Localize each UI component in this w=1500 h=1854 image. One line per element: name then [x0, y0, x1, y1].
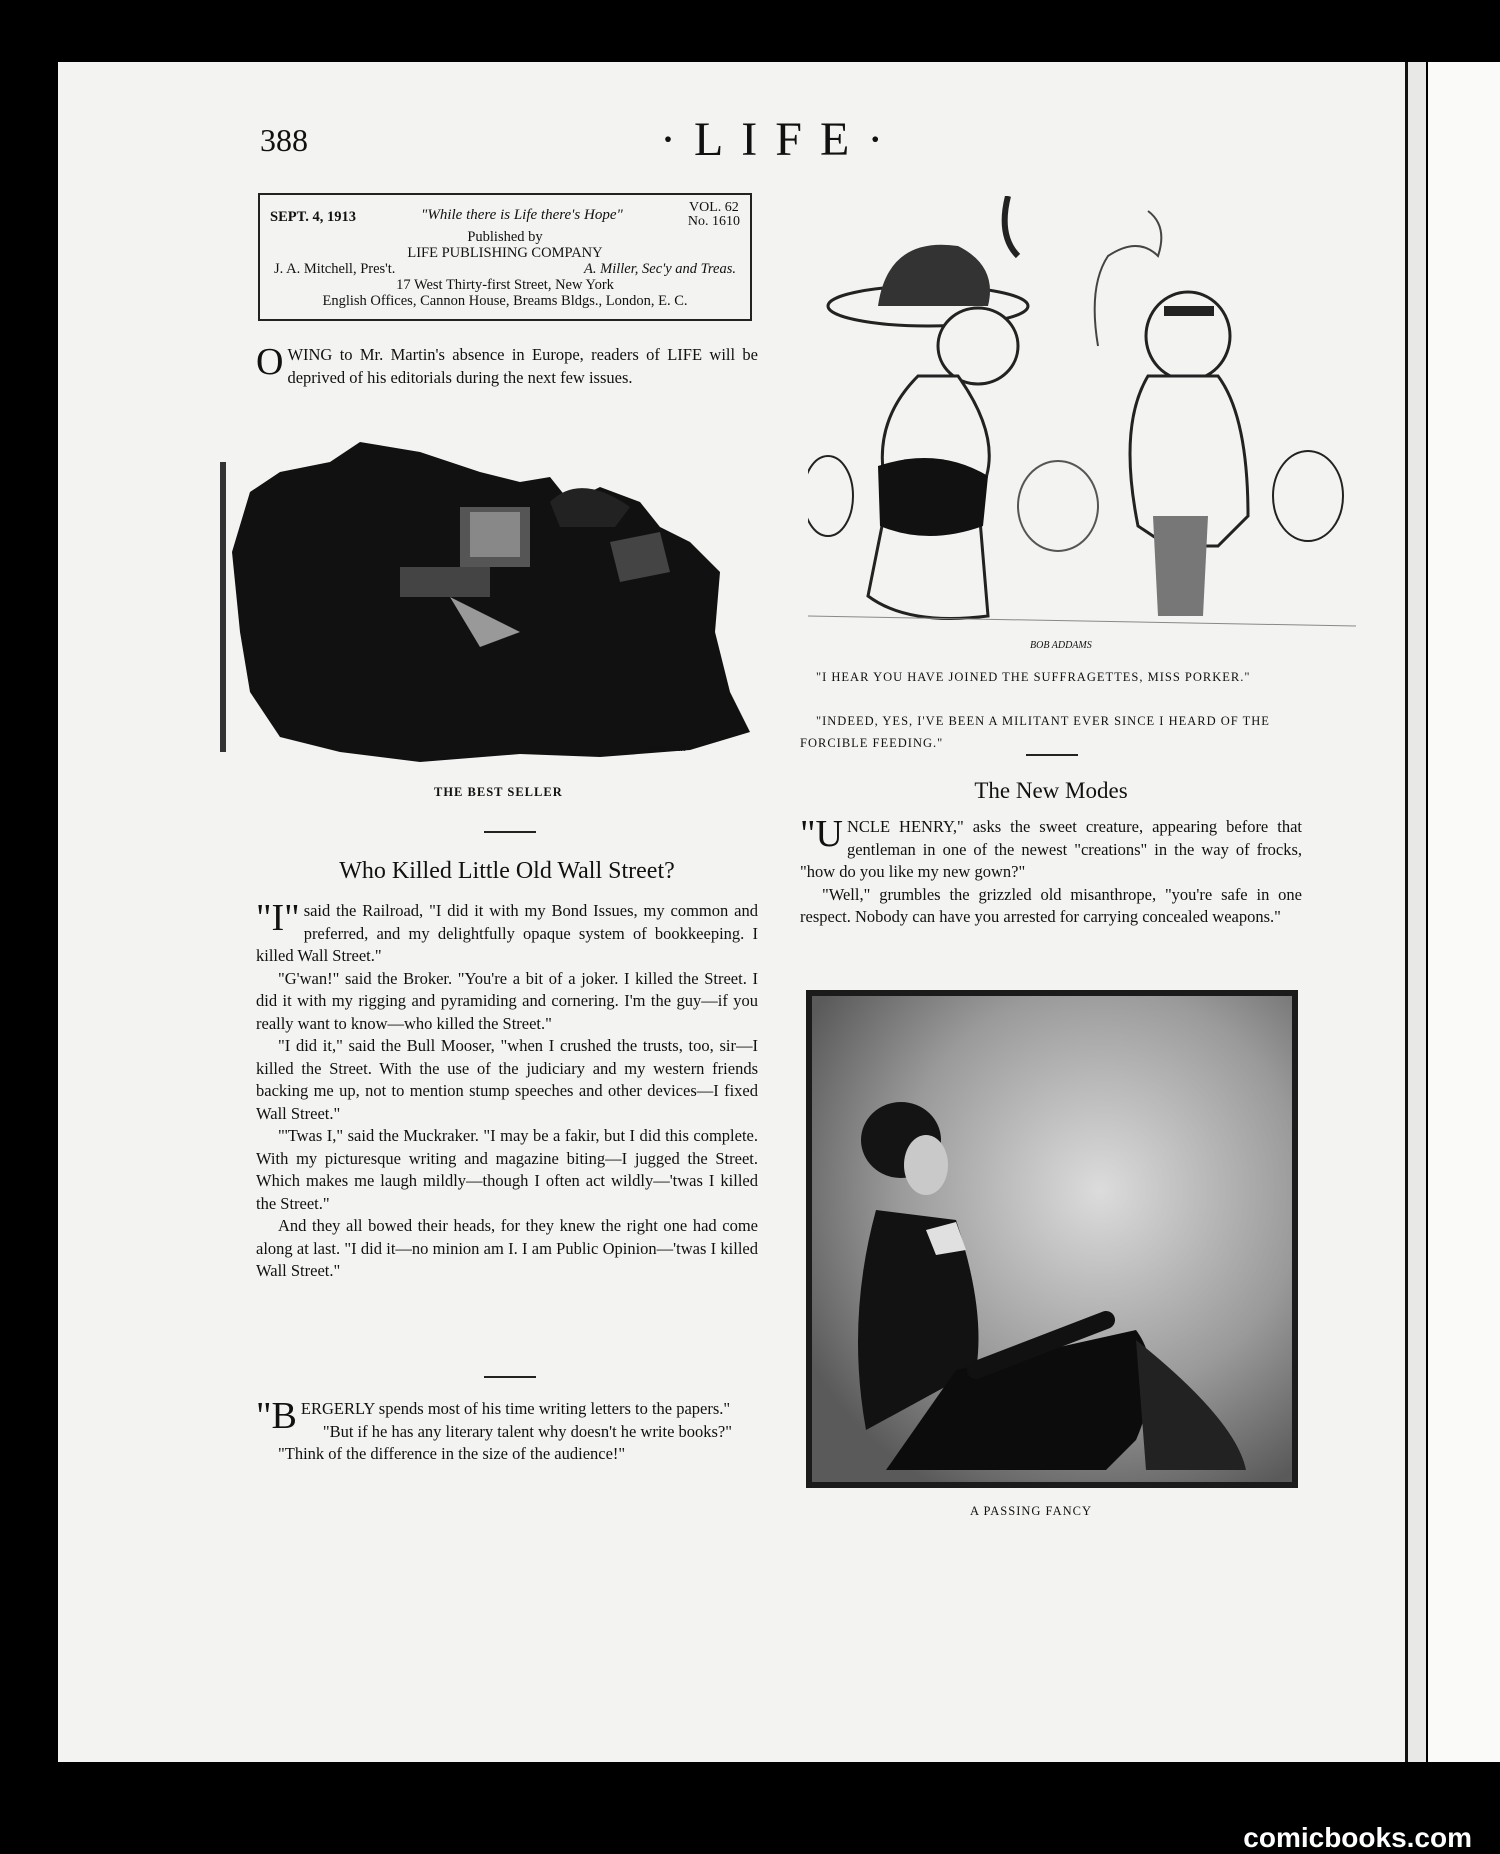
page-gutter — [1405, 62, 1426, 1762]
notice-dropcap: O — [256, 341, 284, 383]
divider — [1026, 754, 1078, 756]
masthead: ·LIFE· — [660, 113, 902, 166]
notice-text: WING to Mr. Martin's absence in Europe, readers of LIFE will be deprived of his editorials during the next few issues. — [287, 345, 758, 387]
photo-caption: A PASSING FANCY — [970, 1504, 1092, 1518]
new-modes-dropcap: "U — [800, 813, 843, 855]
bergerly-p2: "But if he has any literary talent why doesn't he write books?" — [322, 1421, 732, 1441]
wall-street-p1: said the Railroad, "I did it with my Bond Issues, my common and preferred, and my delightfully opaque system of bookkeeping. I killed Wall Street." — [256, 901, 758, 965]
bergerly-dropcap: "B — [256, 1395, 297, 1437]
cartoon-caption-2: "INDEED, YES, I'VE BEEN A MILITANT EVER SINCE I HEARD OF THE FORCIBLE FEEDING." — [800, 714, 1270, 750]
wall-street-p4: "'Twas I," said the Muckraker. "I may be a fakir, but I did this complete. With my picturesque writing and magazine biting—I jugged the Street. Which makes me laugh mildly—though I often act wildly—'twas I killed the Street." — [256, 1126, 758, 1213]
divider — [484, 1376, 536, 1378]
new-modes-article — [800, 813, 1302, 929]
english-offices: English Offices, Cannon House, Breams Bldgs., London, E. C. — [322, 293, 688, 309]
best-seller-caption: THE BEST SELLER — [434, 785, 563, 799]
cartoon-signature: BOB ADDAMS — [1030, 640, 1092, 651]
new-modes-title: The New Modes — [974, 778, 1128, 803]
suffragette-cartoon — [808, 196, 1356, 656]
issue-date: SEPT. 4, 1913 — [270, 209, 356, 225]
president: J. A. Mitchell, Pres't. — [274, 261, 396, 277]
best-seller-illustration — [220, 432, 750, 772]
passing-fancy-photo — [806, 990, 1298, 1488]
new-modes-p2: "Well," grumbles the grizzled old misanthrope, "you're safe in one respect. Nobody can have you arrested for carrying concealed weapons." — [800, 884, 1302, 926]
wall-street-p2: "G'wan!" said the Broker. "You're a bit of a joker. I killed the Street. I did it with my rigging and pyramiding and cornering. I'm the guy—if you really want to know—who killed the Street." — [256, 968, 758, 1033]
bergerly-p1: ERGERLY spends most of his time writing letters to the papers." — [300, 1399, 731, 1418]
cartoon-caption-1: "I HEAR YOU HAVE JOINED THE SUFFRAGETTES, MISS PORKER." — [816, 670, 1251, 684]
volume: VOL. 62 — [689, 200, 739, 215]
address: 17 West Thirty-first Street, New York — [396, 277, 614, 293]
motto: "While there is Life there's Hope" — [421, 207, 623, 223]
editorial-notice — [256, 341, 758, 389]
watermark: comicbooks.com — [1243, 1822, 1472, 1853]
published-by: Published by — [467, 229, 543, 245]
secretary: A. Miller, Sec'y and Treas. — [584, 261, 736, 277]
wall-street-dropcap: "I" — [256, 897, 300, 939]
page-number: 388 — [260, 122, 308, 158]
next-page-edge — [1428, 62, 1500, 1762]
new-modes-p1: NCLE HENRY," asks the sweet creature, appearing before that gentleman in one of the newest "creations" in the way of frocks, "how do you like my new gown?" — [800, 817, 1302, 881]
wall-street-p3: "I did it," said the Bull Mooser, "when I crushed the trusts, too, sir—I killed the Street. With the use of the judiciary and my western friends backing me up, not to mention stump speeches and other devices—I fixed Wall Street." — [256, 1036, 758, 1123]
wall-street-p5: And they all bowed their heads, for they knew the right one had come along at last. "I did it—no minion am I. I am Public Opinion—'twas I killed Wall Street." — [256, 1216, 758, 1280]
publication-info-box — [258, 193, 752, 321]
bergerly-joke — [256, 1395, 758, 1466]
bergerly-p3: "Think of the difference in the size of the audience!" — [278, 1444, 626, 1463]
wall-street-title: Who Killed Little Old Wall Street? — [339, 858, 675, 884]
publisher-name: LIFE PUBLISHING COMPANY — [407, 245, 603, 261]
volume-number — [688, 201, 740, 229]
issue-number: No. 1610 — [687, 214, 740, 229]
wall-street-article — [256, 897, 758, 1283]
divider — [484, 831, 536, 833]
best-seller-signature: Ceuoorcul — [640, 742, 687, 754]
